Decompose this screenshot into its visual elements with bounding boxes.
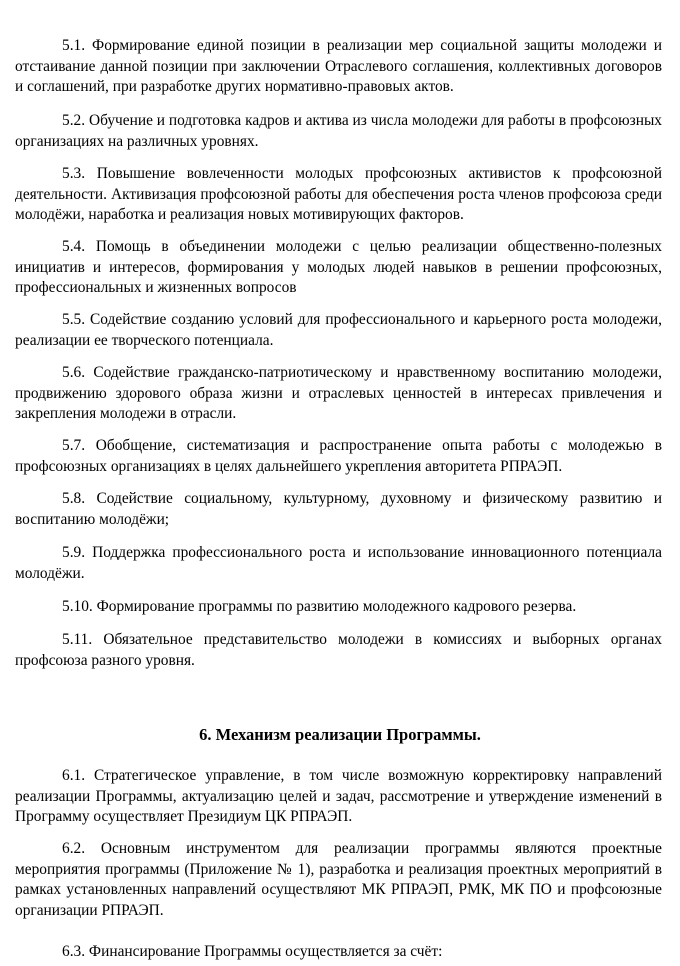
paragraph-5-11: 5.11. Обязательное представительство молодежи в комиссиях и выборных органах профсоюза разного уровня. [15,631,662,669]
paragraph-5-6: 5.6. Содействие гражданско-патриотическому и нравственному воспитанию молодежи, продвижению здорового образа жизни и отраслевых ценностей в интересах привлечения и закрепления молодежи в отрасли. [15,364,662,422]
paragraph-5-1: 5.1. Формирование единой позиции в реализации мер социальной защиты молодежи и отстаивание данной позиции при заключении Отраслевого соглашения, коллективных договоров и соглашений, при разработке других нормативно-правовых актов. [15,37,662,95]
paragraph-5-4: 5.4. Помощь в объединении молодежи с целью реализации общественно-полезных инициатив и интересов, формирования у молодых людей навыков в решении профсоюзных, профессиональных и жизненных вопросов [15,238,662,296]
paragraph-5-5: 5.5. Содействие созданию условий для профессионального и карьерного роста молодежи, реализации ее творческого потенциала. [15,311,662,349]
paragraph-6-1: 6.1. Стратегическое управление, в том числе возможную корректировку направлений реализации Программы, актуализацию целей и задач, рассмотрение и утверждение изменений в Программу осуществляет Президиум ЦК РПРАЭП. [15,767,662,825]
section-6-heading: 6. Механизм реализации Программы. [199,725,481,744]
paragraph-5-10: 5.10. Формирование программы по развитию молодежного кадрового резерва. [62,598,577,615]
paragraph-6-2: 6.2. Основным инструментом для реализации программы являются проектные мероприятия программы (Приложение № 1), разработка и реализация проектных мероприятий в рамках установленных направлений осуществляют МК РПРАЭП, РМК, МК ПО и профсоюзные организации РПРАЭП. [15,840,662,919]
paragraph-5-8: 5.8. Содействие социальному, культурному, духовному и физическому развитию и воспитанию молодёжи; [15,490,662,528]
paragraph-5-7: 5.7. Обобщение, систематизация и распространение опыта работы с молодежью в профсоюзных организациях в целях дальнейшего укрепления авторитета РПРАЭП. [15,437,662,475]
paragraph-5-3: 5.3. Повышение вовлеченности молодых профсоюзных активистов к профсоюзной деятельности. Активизация профсоюзной работы для обеспечения роста членов профсоюза среди молодёжи, наработка и реализация новых мотивирующих факторов. [15,165,662,223]
paragraph-5-9: 5.9. Поддержка профессионального роста и использование инновационного потенциала молодёжи. [15,544,662,582]
paragraph-6-3: 6.3. Финансирование Программы осуществляется за счёт: [62,943,443,960]
paragraph-5-2: 5.2. Обучение и подготовка кадров и актива из числа молодежи для работы в профсоюзных организациях на различных уровнях. [15,112,662,150]
